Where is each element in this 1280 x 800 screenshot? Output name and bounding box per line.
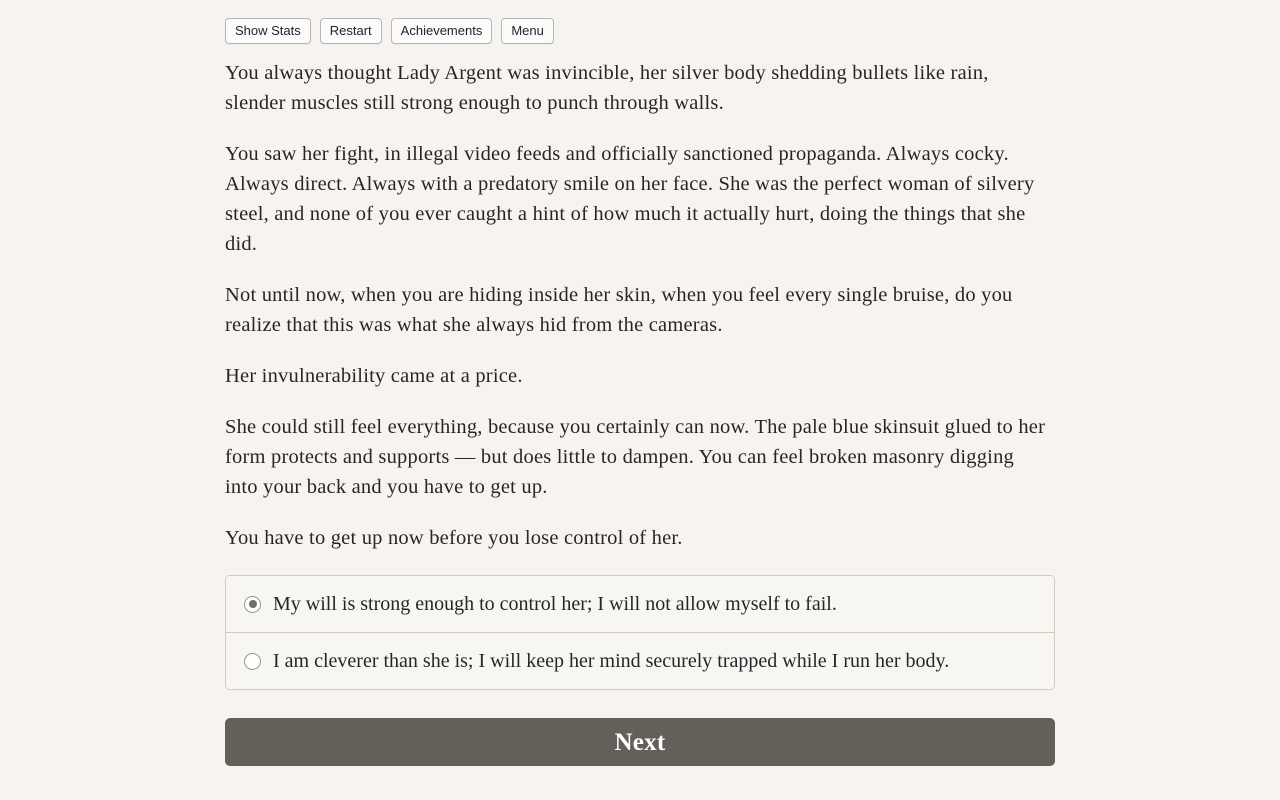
- show-stats-button[interactable]: Show Stats: [225, 18, 311, 44]
- story-paragraph: You always thought Lady Argent was invincible, her silver body shedding bullets like rain, slender muscles still strong enough to punch through walls.: [225, 62, 989, 114]
- achievements-button[interactable]: Achievements: [391, 18, 493, 44]
- restart-button[interactable]: Restart: [320, 18, 382, 44]
- story-paragraph: Not until now, when you are hiding inside her skin, when you feel every single bruise, do you realize that this was what she always hid from the cameras.: [225, 284, 1013, 336]
- story-paragraph: You have to get up now before you lose control of her.: [225, 527, 683, 549]
- choice-list: [225, 575, 1055, 690]
- radio-icon[interactable]: [244, 596, 261, 613]
- choice-label: I am cleverer than she is; I will keep her mind securely trapped while I run her body.: [273, 650, 950, 672]
- next-button[interactable]: Next: [225, 718, 1055, 766]
- next-button-container: [225, 718, 1055, 766]
- story-paragraph: You saw her fight, in illegal video feeds and officially sanctioned propaganda. Always cocky. Always direct. Always with a predatory smile on her face. She was the perfect woman of silvery steel, and none of you ever caught a hint of how much it actually hurt, doing the things that she did.: [225, 143, 1035, 255]
- page-container: [225, 0, 1055, 766]
- top-toolbar: [225, 18, 1055, 44]
- choice-label: My will is strong enough to control her; I will not allow myself to fail.: [273, 593, 837, 615]
- story-paragraph: Her invulnerability came at a price.: [225, 365, 523, 387]
- story-paragraph: She could still feel everything, because you certainly can now. The pale blue skinsuit glued to her form protects and supports — but does little to dampen. You can feel broken masonry digging into your back and you have to get up.: [225, 416, 1046, 498]
- menu-button[interactable]: Menu: [501, 18, 554, 44]
- story-text: [225, 58, 1050, 553]
- radio-icon[interactable]: [244, 653, 261, 670]
- choice-option-2[interactable]: [226, 632, 1054, 689]
- choice-option-1[interactable]: [226, 576, 1054, 632]
